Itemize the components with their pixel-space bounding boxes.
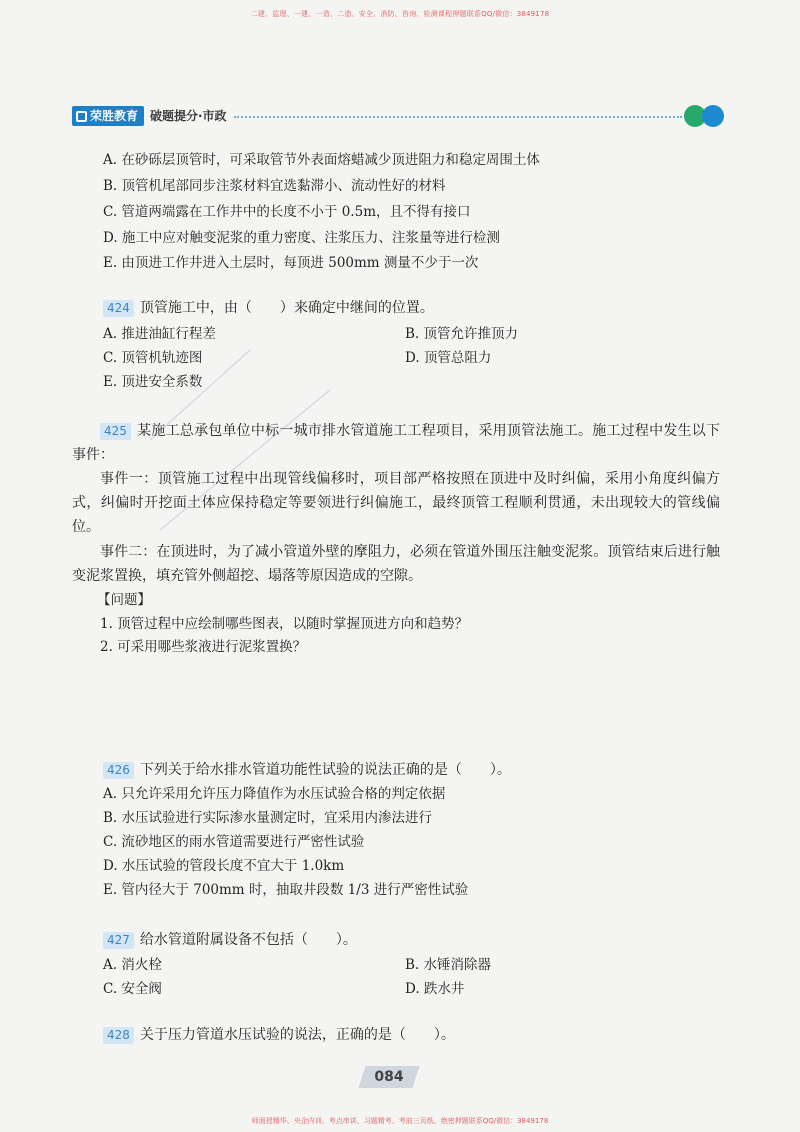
page-header [72, 106, 732, 130]
option-line: C. 顶管机轨迹图 [103, 350, 203, 366]
chapter-badge-icon [684, 105, 732, 127]
question-426 [103, 760, 511, 780]
option-line: D. 施工中应对触变泥浆的重力密度、注浆压力、注浆量等进行检测 [103, 230, 500, 246]
question-424 [103, 298, 434, 318]
option-line: D. 水压试验的管段长度不宜大于 1.0km [103, 858, 345, 874]
sub-question: 1. 顶管过程中应绘制哪些图表，以随时掌握顶进方向和趋势？ [100, 616, 469, 632]
question-number: 426 [103, 762, 134, 779]
question-428 [103, 1025, 455, 1045]
option-line: C. 安全阀 [103, 981, 162, 997]
option-line: A. 在砂砾层顶管时，可采取管节外表面熔蜡减少顶进阻力和稳定周围土体 [103, 152, 540, 168]
question-number: 427 [103, 932, 134, 949]
bottom-contact-note: 师面授精华、央企内训、考点串讲、习题精考、考前三页纸、绝密押题联系QQ/微信：3849178 [251, 1117, 549, 1125]
option-line: E. 由顶进工作井进入土层时，每顶进 500mm 测量不少于一次 [103, 255, 479, 271]
question-stem: 关于压力管道水压试验的说法，正确的是（ ）。 [139, 1027, 455, 1043]
top-contact-note: 二建、监理、一建、一造、二造、安全、消防、咨询、检测课程押题联系QQ/微信：3849178 [250, 10, 550, 18]
option-line: A. 只允许采用允许压力降值作为水压试验合格的判定依据 [103, 786, 446, 802]
question-stem: 给水管道附属设备不包括（ ）。 [139, 932, 357, 948]
question-label: 【问题】 [97, 592, 151, 608]
option-line: B. 顶管允许推顶力 [405, 326, 519, 342]
sub-question: 2. 可采用哪些浆液进行泥浆置换？ [100, 639, 307, 655]
option-line: D. 顶管总阻力 [405, 350, 492, 366]
option-line: B. 水锤消除器 [405, 957, 492, 973]
header-divider [234, 116, 682, 118]
page-number: 084 [358, 1066, 419, 1088]
option-line: A. 消火栓 [103, 957, 162, 973]
question-number: 425 [100, 423, 131, 440]
question-stem: 下列关于给水排水管道功能性试验的说法正确的是（ ）。 [139, 762, 511, 778]
option-line: D. 跌水井 [405, 981, 465, 997]
question-stem: 顶管施工中，由（ ）来确定中继间的位置。 [139, 300, 434, 316]
watermark-stamp [140, 330, 380, 570]
question-number: 424 [103, 300, 134, 317]
event-one: 事件一：顶管施工过程中出现管线偏移时，项目部严格按照在顶进中及时纠偏，采用小角度纠偏方式，纠偏时开挖面土体应保持稳定等要领进行纠偏施工，最终顶管工程顺利贯通，未出现较大的管线偏位。 [72, 471, 720, 535]
option-line: C. 管道两端露在工作井中的长度不小于 0.5m，且不得有接口 [103, 204, 471, 220]
option-line: E. 顶进安全系数 [103, 374, 203, 390]
question-427 [103, 930, 357, 950]
logo-icon [76, 111, 87, 122]
option-line: A. 推进油缸行程差 [103, 326, 216, 342]
question-stem: 某施工总承包单位中标一城市排水管道施工工程项目，采用顶管法施工。施工过程中发生以下事件： [72, 423, 720, 463]
logo-text: 荣胜教育 [90, 109, 139, 123]
series-title: 破题提分·市政 [150, 109, 227, 123]
event-two: 事件二：在顶进时，为了减小管道外壁的摩阻力，必须在管道外围压注触变泥浆。顶管结束后进行触变泥浆置换，填充管外侧超挖、塌落等原因造成的空隙。 [72, 544, 720, 584]
brand-logo [72, 106, 144, 126]
question-number: 428 [103, 1027, 134, 1044]
option-line: B. 顶管机尾部同步注浆材料宜选黏滞小、流动性好的材料 [103, 178, 446, 194]
option-line: C. 流砂地区的雨水管道需要进行严密性试验 [103, 834, 365, 850]
option-line: B. 水压试验进行实际渗水量测定时，宜采用内渗法进行 [103, 810, 433, 826]
option-line: E. 管内径大于 700mm 时，抽取井段数 1/3 进行严密性试验 [103, 882, 469, 898]
